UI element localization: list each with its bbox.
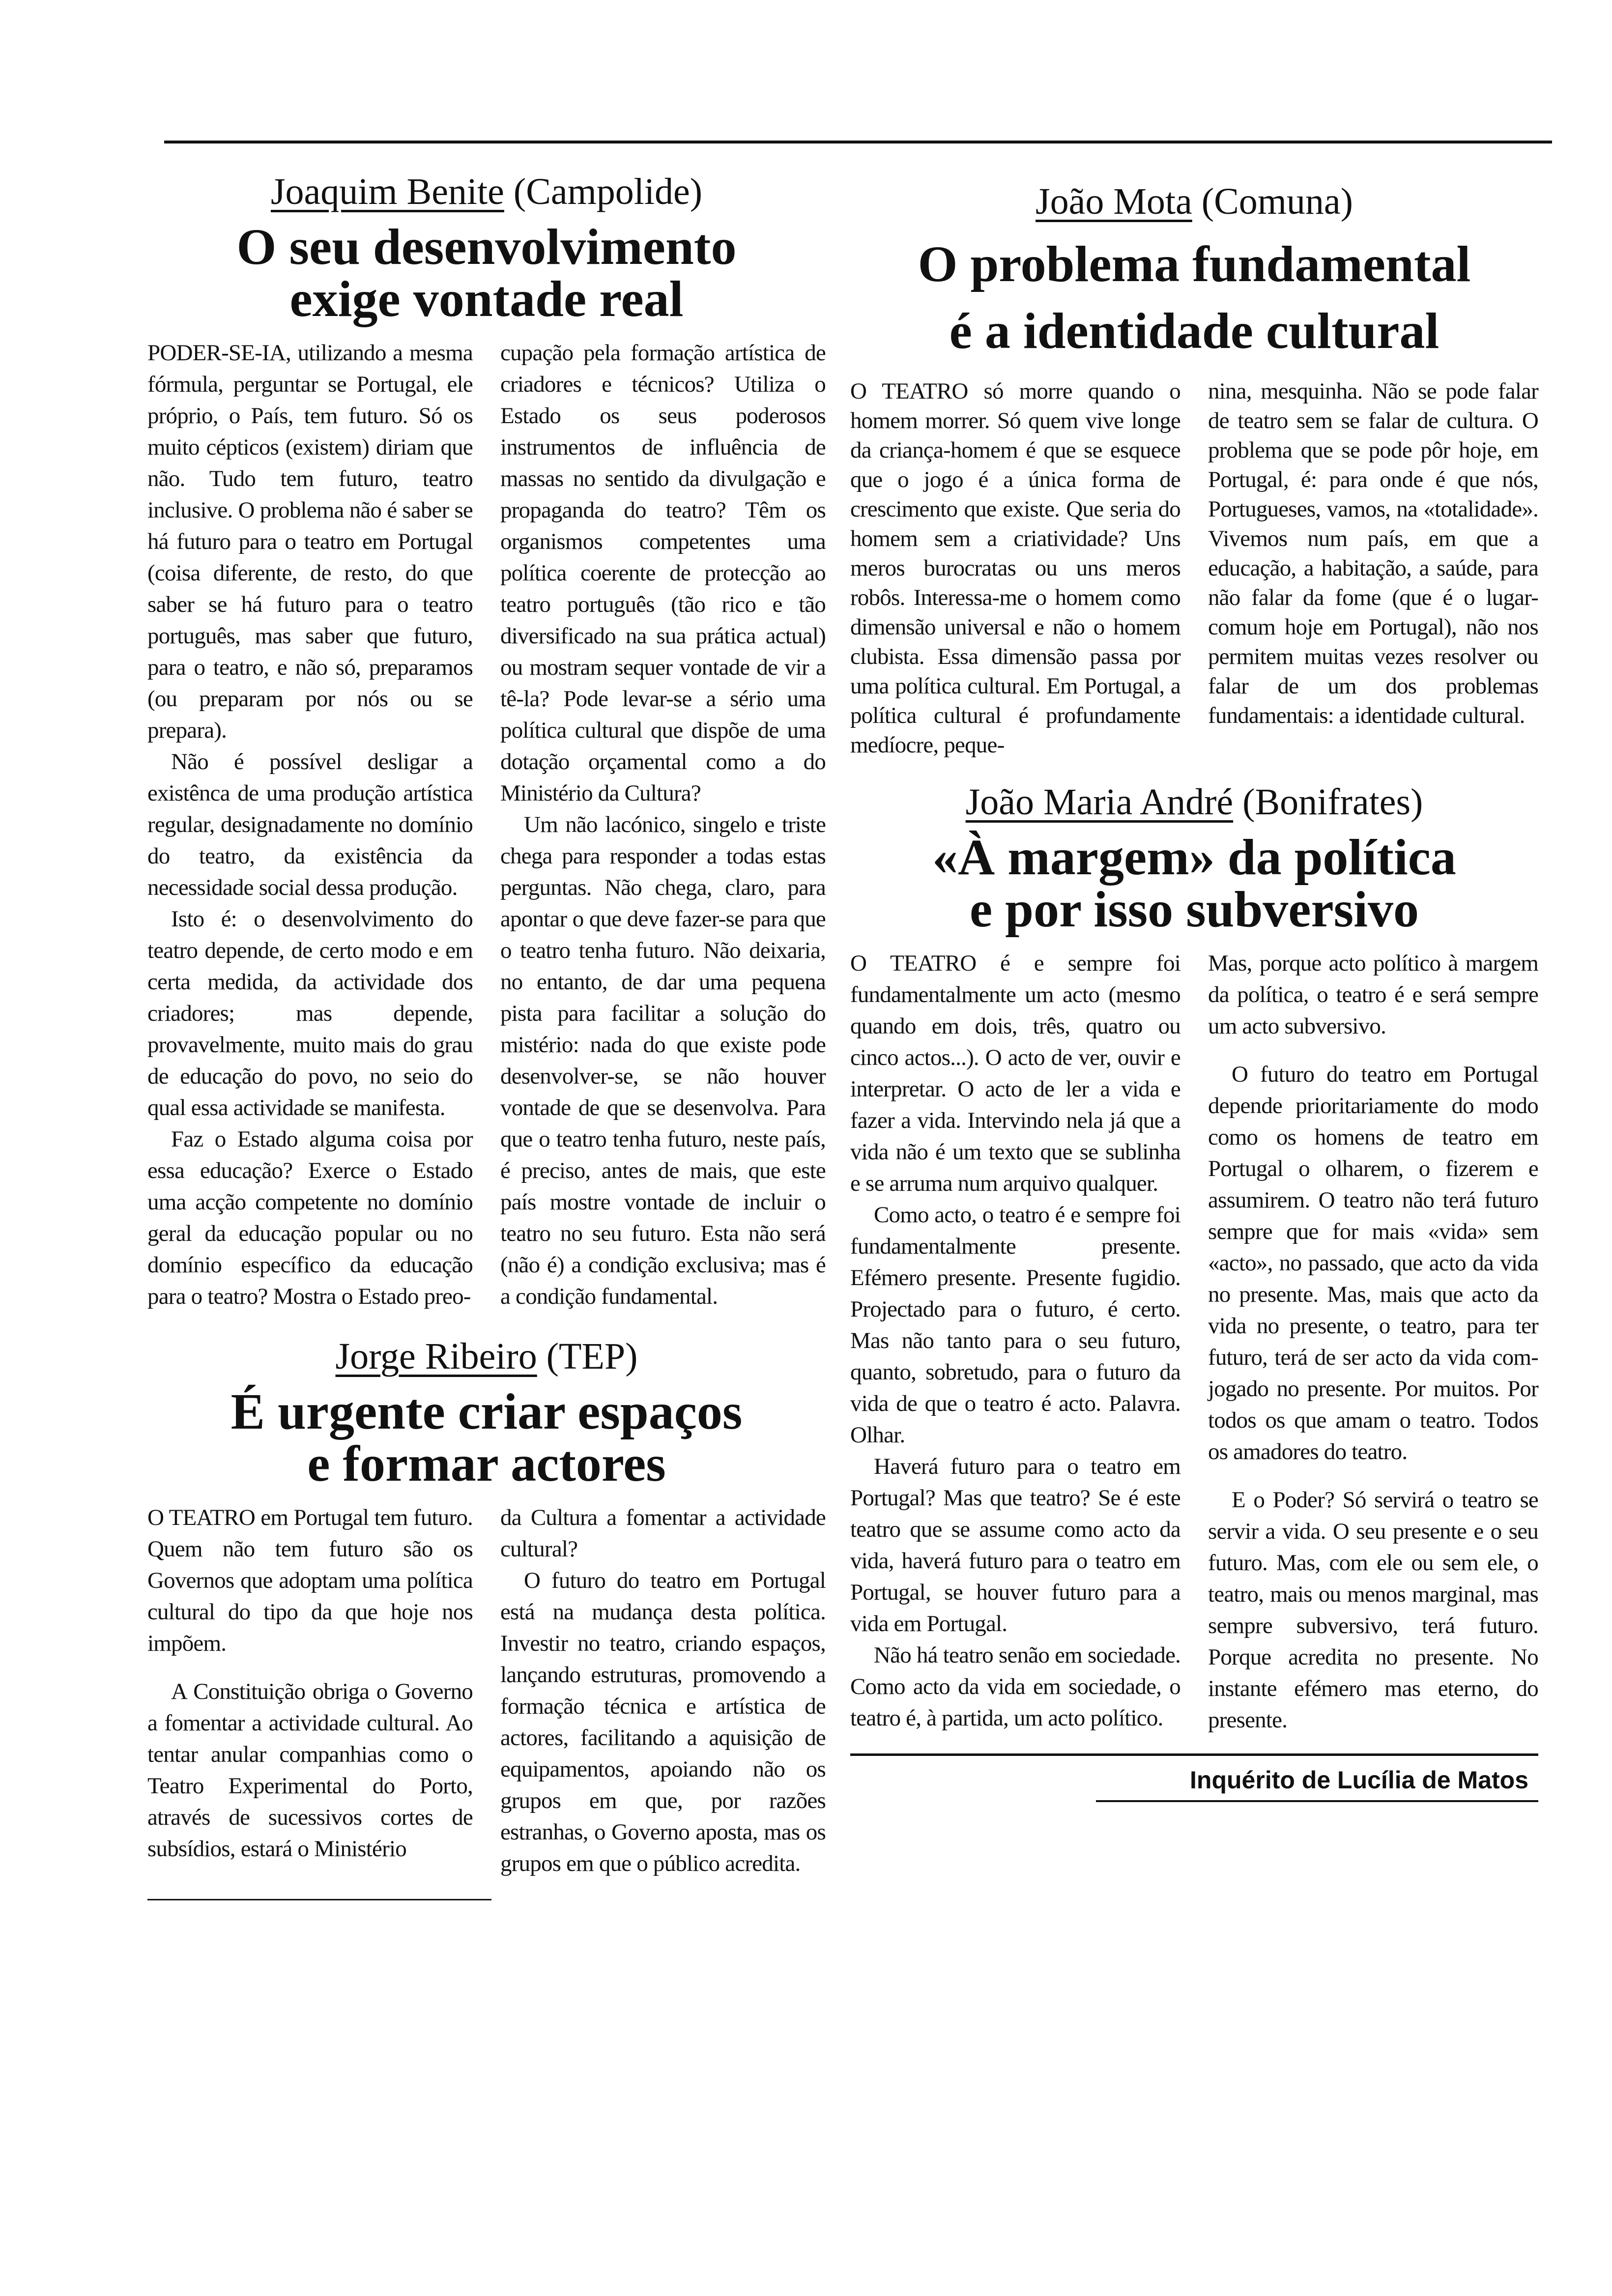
headline-mota	[850, 231, 1538, 365]
paragraph: A Constituição obriga o Governo a fomentar a actividade cultural. Ao tentar anular companhias como o Teatro Experimental do Porto, através de sucessivos cortes de subsídios, estará o Ministério	[147, 1679, 473, 1862]
paragraph: PODER-SE-IA, utilizando a mesma fórmula, perguntar se Portugal, ele próprio, o País, tem futuro. Só os muito cépticos (existem) diriam que não. Tudo tem futuro, teatro inclusive. O problema não é saber se há futuro para o teatro em Portugal (coisa diferente, de resto, do que saber se há futuro para o teatro português, mas saber que futuro, para o teatro, e não só, preparamos (ou preparam por nós ou se prepara).	[147, 340, 473, 743]
benite-column-1	[147, 337, 473, 1312]
byline-mota	[850, 177, 1538, 226]
paragraph: O TEATRO só morre quando o homem morrer. Só quem vive longe da criança-homem é que se esquece que o jogo é a única forma de crescimento que existe. Que seria do homem sem a criatividade? Uns meros burocratas ou uns meros robôs. Interessa-me o homem como dimensão universal e não o homem clubista. Essa dimensão passa por uma política cultural. Em Portugal, a política cultural é profundamente medíocre, peque-	[850, 378, 1180, 758]
headline-andre	[850, 829, 1538, 938]
paragraph: O TEATRO em Portugal tem futuro. Quem não tem futuro são os Governos que adoptam uma política cultural do tipo da que hoje nos impõem.	[147, 1505, 473, 1656]
group-name: (Comuna)	[1201, 181, 1353, 222]
mota-column-1	[850, 376, 1180, 760]
article-andre	[850, 777, 1538, 1736]
left-bottom-rule	[147, 1899, 491, 1900]
paragraph: cupação pela formação artística de criadores e técnicos? Utiliza o Estado os seus poderosos instrumentos de influência de massas no sentido da divulgação e propaganda do teatro? Têm os organismos competentes uma política coerente de protecção ao teatro português (tão rico e tão diversificado na sua prática actual) ou mostram sequer vontade de vir a tê-la? Pode levar-se a sério uma política cultural que dispõe de uma dotação orçamental como a do Ministério da Cultura?	[500, 340, 826, 806]
headline-line: exige vontade real	[289, 271, 684, 327]
headline-line: O problema fundamental	[918, 236, 1471, 292]
group-name: (Bonifrates)	[1242, 781, 1423, 823]
article-benite	[147, 167, 826, 1312]
paragraph: Um não lacónico, singelo e triste chega para responder a todas estas perguntas. Não chega, claro, para apontar o que deve fazer-se para que o teatro tenha futuro. Não deixaria, no entanto, de dar uma pequena pista para facilitar a solução do mistério: nada do que existe pode desenvolver-se, se não houver vontade de que se desenvolva. Para que o teatro tenha futuro, neste país, é preciso, antes de mais, que este país mostre vontade de incluir o teatro no seu futuro. Esta não será (não é) a condição exclusiva; mas é a condição fundamental.	[500, 812, 826, 1309]
article-mota	[850, 177, 1538, 760]
author-name: Joaquim Benite	[270, 171, 504, 212]
inquiry-credit: Inquérito de Lucília de Matos	[1190, 1766, 1528, 1794]
benite-column-2	[500, 337, 826, 1312]
andre-columns	[850, 947, 1538, 1736]
byline-benite	[147, 167, 826, 216]
top-rule	[164, 141, 1552, 144]
headline-line: e formar actores	[307, 1435, 666, 1492]
byline-andre	[850, 777, 1538, 827]
benite-columns	[147, 337, 826, 1312]
headline-line: «À margem» da política	[932, 829, 1456, 886]
article-ribeiro	[147, 1332, 826, 1900]
mota-column-2	[1208, 376, 1538, 730]
group-name: (TEP)	[546, 1336, 638, 1377]
paragraph: Haverá futuro para o teatro em Portugal? Mas que teatro? Se é este teatro que se assume como acto da vida, haverá futuro para o teatro em Portugal, se houver futuro para a vida em Portugal.	[850, 1454, 1180, 1636]
headline-line: É urgente criar espaços	[230, 1383, 743, 1440]
ribeiro-column-2	[500, 1502, 826, 1879]
paragraph: da Cultura a fomentar a actividade cultural?	[500, 1505, 826, 1562]
author-name: João Maria André	[965, 781, 1234, 823]
paragraph: Isto é: o desenvolvimento do teatro depende, de certo modo e em certa medida, da actividade dos criadores; mas depende, provavelmente, muito mais do grau de educação do povo, no seio do qual essa actividade se manifesta.	[147, 906, 473, 1120]
left-side	[147, 167, 826, 1900]
paragraph: O futuro do teatro em Portugal depende prioritariamente do modo como os homens de teatro em Portugal o olharem, o fizerem e assumirem. O teatro não terá futuro sempre que for mais «vida» sem «acto», no passado, que acto da vida no presente. Mas, mais que acto da vida no presente, o teatro, para ter futuro, terá de ser acto da vida com-jogado no presente. Por muitos. Por todos os que amam o teatro. Todos os amadores do teatro.	[1208, 1062, 1538, 1464]
mota-columns	[850, 376, 1538, 760]
byline-ribeiro	[147, 1332, 826, 1381]
group-name: (Campolide)	[513, 171, 703, 212]
paragraph: Como acto, o teatro é e sempre foi fundamentalmente presente. Efémero presente. Presente fugidio. Projectado para o futuro, é certo. Mas não tanto para o seu futuro, quanto, sobretudo, para o futuro da vida de que o teatro é acto. Palavra. Olhar.	[850, 1202, 1180, 1448]
ribeiro-columns	[147, 1502, 826, 1879]
author-name: Jorge Ribeiro	[335, 1336, 537, 1377]
paragraph: Não é possível desligar a existênca de uma produção artística regular, designadamente no domínio do teatro, da existência da necessidade social dessa produção.	[147, 749, 473, 900]
credit-rule-top	[850, 1753, 1538, 1756]
paragraph: E o Poder? Só servirá o teatro se servir a vida. O seu presente e o seu futuro. Mas, com ele ou sem ele, o teatro, mais ou menos marginal, mas sempre subversivo, terá futuro. Porque acredita no presente. No instante efémero mas eterno, do presente.	[1208, 1487, 1538, 1733]
headline-ribeiro	[147, 1383, 826, 1492]
credit-block	[850, 1753, 1538, 1802]
credit-rule-bottom	[1096, 1800, 1538, 1802]
paragraph: Não há teatro senão em sociedade. Como acto da vida em sociedade, o teatro é, à partida, um acto político.	[850, 1642, 1180, 1731]
andre-column-1	[850, 947, 1180, 1734]
paragraph: nina, mesquinha. Não se pode falar de teatro sem se falar de cultura. O problema que se pode pôr hoje, em Portugal, é: para onde é que nós, Portugueses, vamos, na «totalidade». Vivemos num país, em que a educação, a habitação, a saúde, para não falar da fome (que é o lugar-comum hoje em Portugal), não nos permitem muitas vezes resolver ou falar de um dos problemas fundamentais: a identidade cultural.	[1208, 378, 1538, 728]
paragraph: Faz o Estado alguma coisa por essa educação? Exerce o Estado uma acção competente no domínio geral da educação popular ou no domínio específico da educação para o teatro? Mostra o Estado preo-	[147, 1126, 473, 1309]
ribeiro-column-1	[147, 1502, 473, 1865]
paragraph: Mas, porque acto político à margem da política, o teatro é e será sempre um acto subversivo.	[1208, 950, 1538, 1039]
paragraph: O futuro do teatro em Portugal está na mudança desta política. Investir no teatro, criando espaços, lançando estruturas, promovendo a formação técnica e artística de actores, facilitando a aquisição de equipamentos, apoiando não os grupos em que, por razões estranhas, o Governo aposta, mas os grupos em que o público acredita.	[500, 1568, 826, 1876]
headline-benite	[147, 221, 826, 325]
paragraph: O TEATRO é e sempre foi fundamentalmente um acto (mesmo quando em dois, três, quatro ou cinco actos...). O acto de ver, ouvir e interpretar. O acto de ler a vida e fazer a vida. Intervindo nela já que a vida não é um texto que se sublinha e se arruma num arquivo qualquer.	[850, 950, 1180, 1196]
author-name: João Mota	[1036, 181, 1192, 222]
right-side	[850, 177, 1538, 1802]
andre-column-2	[1208, 947, 1538, 1736]
headline-line: O seu desenvolvimento	[236, 219, 737, 275]
headline-line: é a identidade cultural	[949, 303, 1439, 359]
headline-line: e por isso subversivo	[970, 881, 1419, 938]
